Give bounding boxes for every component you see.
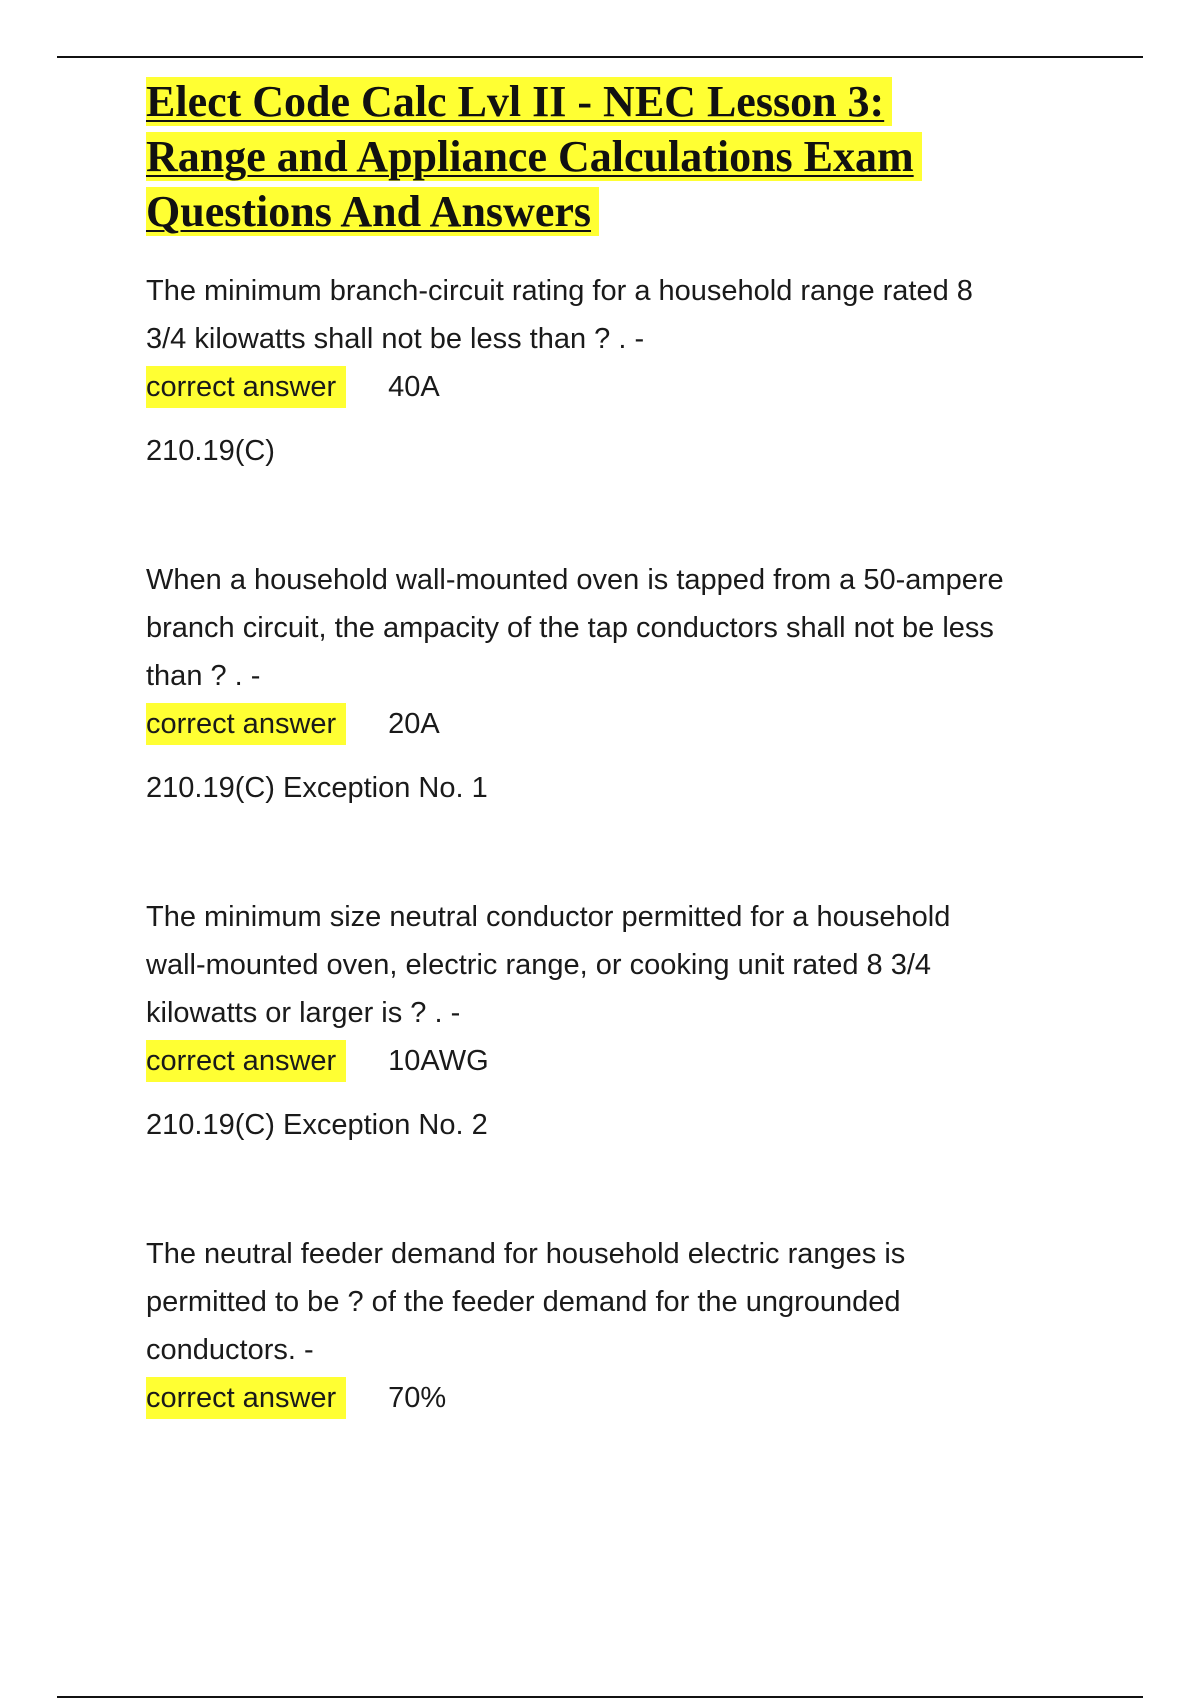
title-line-1: Elect Code Calc Lvl II - NEC Lesson 3: <box>146 77 892 126</box>
correct-answer-label: correct answer <box>146 703 346 745</box>
question-line: When a household wall-mounted oven is tapped from a 50-ampere <box>146 564 1004 596</box>
qa-item-3 <box>146 893 1096 1149</box>
question-text <box>146 267 1096 363</box>
question-line: kilowatts or larger is ? . - <box>146 997 461 1029</box>
answer-value: 20A <box>388 708 440 740</box>
qa-item-4 <box>146 1230 1096 1422</box>
correct-answer-label: correct answer <box>146 1377 346 1419</box>
question-line: The neutral feeder demand for household electric ranges is <box>146 1238 906 1270</box>
title-line-2: Range and Appliance Calculations Exam <box>146 132 922 181</box>
bottom-rule <box>57 1696 1143 1698</box>
code-reference: 210.19(C) <box>146 435 275 467</box>
qa-item-2 <box>146 556 1096 812</box>
question-line: wall-mounted oven, electric range, or cooking unit rated 8 3/4 <box>146 949 932 981</box>
answer-line <box>146 1374 1096 1422</box>
answer-value: 40A <box>388 371 440 403</box>
question-text <box>146 1230 1096 1374</box>
question-text <box>146 556 1096 700</box>
qa-item-1 <box>146 267 1096 475</box>
code-reference: 210.19(C) Exception No. 2 <box>146 1109 488 1141</box>
correct-answer-label: correct answer <box>146 1040 346 1082</box>
code-reference: 210.19(C) Exception No. 1 <box>146 772 488 804</box>
question-line: than ? . - <box>146 660 261 692</box>
page-title <box>146 74 1046 239</box>
question-line: conductors. - <box>146 1334 314 1366</box>
answer-value: 10AWG <box>388 1045 489 1077</box>
answer-line <box>146 363 1096 411</box>
answer-line <box>146 1037 1096 1085</box>
answer-value: 70% <box>388 1382 447 1414</box>
question-line: permitted to be ? of the feeder demand for the ungrounded <box>146 1286 901 1318</box>
question-line: 3/4 kilowatts shall not be less than ? . - <box>146 323 645 355</box>
correct-answer-label: correct answer <box>146 366 346 408</box>
question-line: branch circuit, the ampacity of the tap conductors shall not be less <box>146 612 994 644</box>
question-line: The minimum branch-circuit rating for a household range rated 8 <box>146 275 973 307</box>
question-line: The minimum size neutral conductor permitted for a household <box>146 901 951 933</box>
top-rule <box>57 56 1143 58</box>
answer-line <box>146 700 1096 748</box>
title-line-3: Questions And Answers <box>146 187 599 236</box>
question-text <box>146 893 1096 1037</box>
